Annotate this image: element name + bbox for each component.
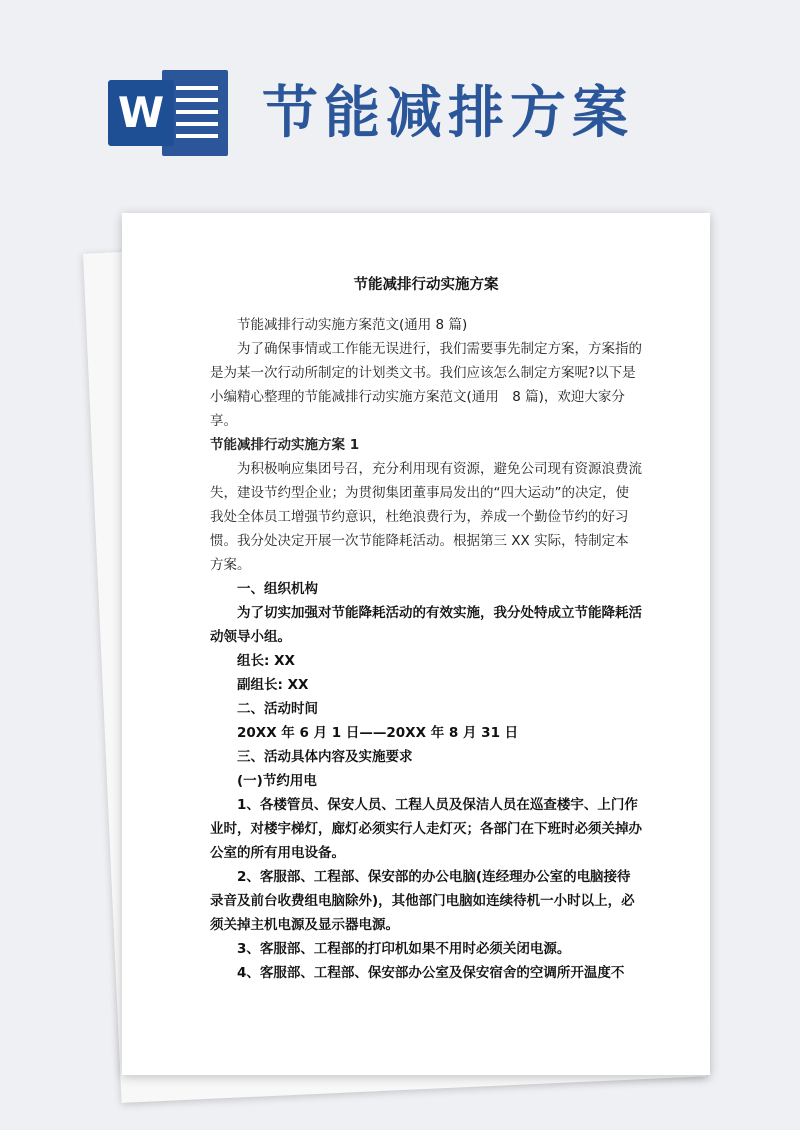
item-4: 4、客服部、工程部、保安部办公室及保安宿舍的空调所开温度不	[237, 965, 625, 981]
section1-title: 节能减排行动实施方案 1	[210, 437, 360, 453]
page-header	[0, 0, 800, 190]
time-text: 20XX 年 6 月 1 日——20XX 年 8 月 31 日	[237, 725, 519, 741]
org-heading: 一、组织机构	[237, 581, 318, 597]
sub-heading-electricity: (一)节约用电	[237, 773, 317, 789]
document-page	[122, 213, 710, 1075]
item-1: 1、各楼管员、保安人员、工程人员及保洁人员在巡查楼宇、上门作业时，对楼宇梯灯，廊灯必须实行人走灯灭；各部门在下班时必须关掉办公室的所有用电设备。	[210, 797, 642, 861]
org-text: 为了切实加强对节能降耗活动的有效实施，我分处特成立节能降耗活动领导小组。	[210, 605, 642, 645]
document-body	[210, 273, 642, 985]
content-heading: 三、活动具体内容及实施要求	[237, 749, 413, 765]
vice-leader-line: 副组长: XX	[237, 677, 309, 693]
document-title: 节能减排行动实施方案	[353, 277, 499, 293]
section1-intro: 为积极响应集团号召，充分利用现有资源，避免公司现有资源浪费流失，建设节约型企业；为贯彻集团董事局发出的“四大运动”的决定，使我处全体员工增强节约意识，杜绝浪费行为，养成一个勤俭节约的好习惯。我分处决定开展一次节能降耗活动。根据第三 XX 实际，特制定本方案。	[210, 461, 642, 573]
word-doc-icon	[108, 70, 228, 156]
word-icon-letter: W	[108, 80, 174, 146]
banner-title: 节能减排方案	[262, 80, 634, 146]
time-heading: 二、活动时间	[237, 701, 318, 717]
intro-paragraph: 为了确保事情或工作能无误进行，我们需要事先制定方案，方案指的是为某一次行动所制定的计划类文书。我们应该怎么制定方案呢?以下是小编精心整理的节能减排行动实施方案范文(通用 8 篇)，欢迎大家分享。	[210, 341, 642, 429]
document-subtitle: 节能减排行动实施方案范文(通用 8 篇)	[237, 317, 468, 333]
item-3: 3、客服部、工程部的打印机如果不用时必须关闭电源。	[237, 941, 571, 957]
leader-line: 组长: XX	[237, 653, 295, 669]
item-2: 2、客服部、工程部、保安部的办公电脑(连经理办公室的电脑接待录音及前台收费组电脑除外)，其他部门电脑如连续待机一小时以上，必须关掉主机电源及显示器电源。	[210, 869, 635, 933]
